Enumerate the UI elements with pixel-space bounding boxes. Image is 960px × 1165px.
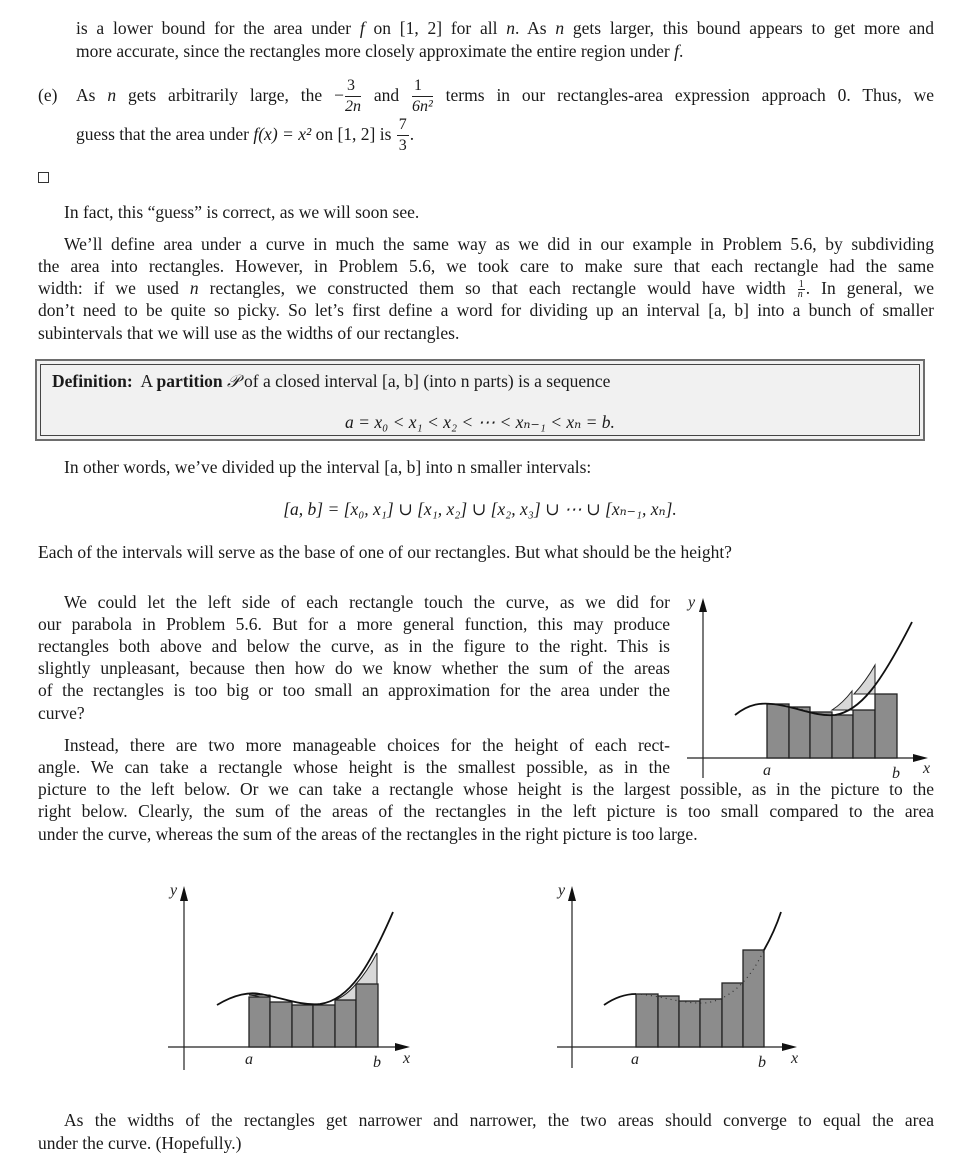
svg-text:a: a [245,1051,253,1068]
para-define-line-4: don’t need to be quite so picky. So let’s first define a word for dividing up an interval [a, b] into a bunch of smaller [38,300,934,320]
union-formula: [a, b] = [x₀, x₁] ∪ [x₁, x₂] ∪ [x₂, x₃] ∪ ⋯ ∪ [xₙ₋₁, xₙ]. [283,499,677,519]
fraction-1-over-n: $\frac{1}{n}$ [797,279,804,301]
para-define-line-1: We’ll define area under a curve in much the same way as we did in our example in Problem 5.6, by subdividing [64,234,934,254]
para-instead-line-5: under the curve, whereas the sum of the areas of the rectangles in the right picture is too large. [38,824,698,844]
para-define-line-2: the area into rectangles. However, in Problem 5.6, we took care to make sure that each rectangle had the same [38,256,934,276]
para-left-side-line-3: rectangles both above and below the curve, as in the figure to the right. This is [38,636,670,656]
svg-text:a: a [631,1051,639,1068]
part-e-line-1: As n gets arbitrarily large, the − $\frac{3}{2n}$ and $\frac{1}{\text{6n²}}$ terms in our rectangles-area expression approach 0. Thus, we [76,77,935,116]
svg-text:x: x [923,760,931,777]
figure-upper-sum [545,870,815,1080]
para-left-side-line-2: our parabola in Problem 5.6. But for a more general function, this may produce [38,614,670,634]
y-axis-arrow-icon [699,598,707,612]
y-axis-arrow-icon [180,886,188,901]
part-e-label: (e) [38,85,58,105]
fraction-3-over-2n: $\frac{3}{2n}$ [344,77,361,116]
svg-text:x: x [791,1050,799,1067]
para-instead-line-4: right below. Clearly, the sum of the areas of the rectangles in the left picture is too small compared to the area [38,801,934,821]
para-left-side-line-1: We could let the left side of each rectangle touch the curve, as we did for [64,592,670,612]
svg-text:b: b [758,1054,766,1071]
para-instead-line-2: angle. We can take a rectangle whose height is the smallest possible, as in the [38,757,670,777]
part-e-line-2: guess that the area under f(x) = x² on [1, 2] is $\frac{7}{3}$ . [76,116,415,155]
para-left-side-line-5: of the rectangles is too big or too small an approximation for the area under the [38,680,670,700]
part-d-line-2: more accurate, since the rectangles more closely approximate the entire region under f. [76,41,684,61]
definition-box [35,359,925,441]
figure-left-endpoint-rectangles [680,585,960,785]
function-curve-right [764,912,781,950]
para-instead-line-1: Instead, there are two more manageable choices for the height of each rect- [64,735,670,755]
para-define-line-5: subintervals that we will use as the widths of our rectangles. [38,323,460,343]
para-height: Each of the intervals will serve as the base of one of our rectangles. But what should be the height? [38,542,732,562]
svg-text:x: x [403,1050,411,1067]
para-define-line-3: width: if we used n rectangles, we constructed them so that each rectangle would have width $\frac{1}{n}$ . In general, we [38,278,934,301]
para-final-line-1: As the widths of the rectangles get narrower and narrower, the two areas should converge to equal the area [64,1110,934,1130]
para-guess: In fact, this “guess” is correct, as we will soon see. [64,202,420,222]
para-final-line-2: under the curve. (Hopefully.) [38,1133,242,1153]
svg-text:b: b [373,1054,381,1071]
function-curve-left [604,994,636,1005]
svg-text:y: y [170,882,178,899]
svg-text:a: a [763,762,771,779]
svg-text:y: y [558,882,566,899]
part-d-line-1: is a lower bound for the area under f on [1, 2] for all n. As n gets larger, this bound appears to get more and [76,18,934,38]
qed-square-icon [38,172,49,183]
para-left-side-line-6: curve? [38,703,85,723]
definition-formula: a = x₀ < x₁ < x₂ < ⋯ < xₙ₋₁ < xₙ = b. [345,412,615,432]
fraction-7-over-3: $\frac{7}{3}$ [398,116,407,155]
para-instead-line-3: picture to the left below. Or we can take a rectangle whose height is the largest possible, as in the picture to the [38,779,934,799]
svg-text:b: b [892,765,900,782]
figure-lower-sum [160,870,420,1080]
y-axis-arrow-icon [568,886,576,901]
svg-text:y: y [688,594,696,611]
definition-statement: Definition: A partition 𝒫 of a closed interval [a, b] (into n parts) is a sequence [52,371,611,391]
para-left-side-line-4: slightly unpleasant, because then how do we know whether the sum of the areas [38,658,670,678]
fraction-1-over-6n2: $\frac{1}{\text{6n²}}$ [412,77,433,116]
para-other-words: In other words, we’ve divided up the interval [a, b] into n smaller intervals: [64,457,592,477]
